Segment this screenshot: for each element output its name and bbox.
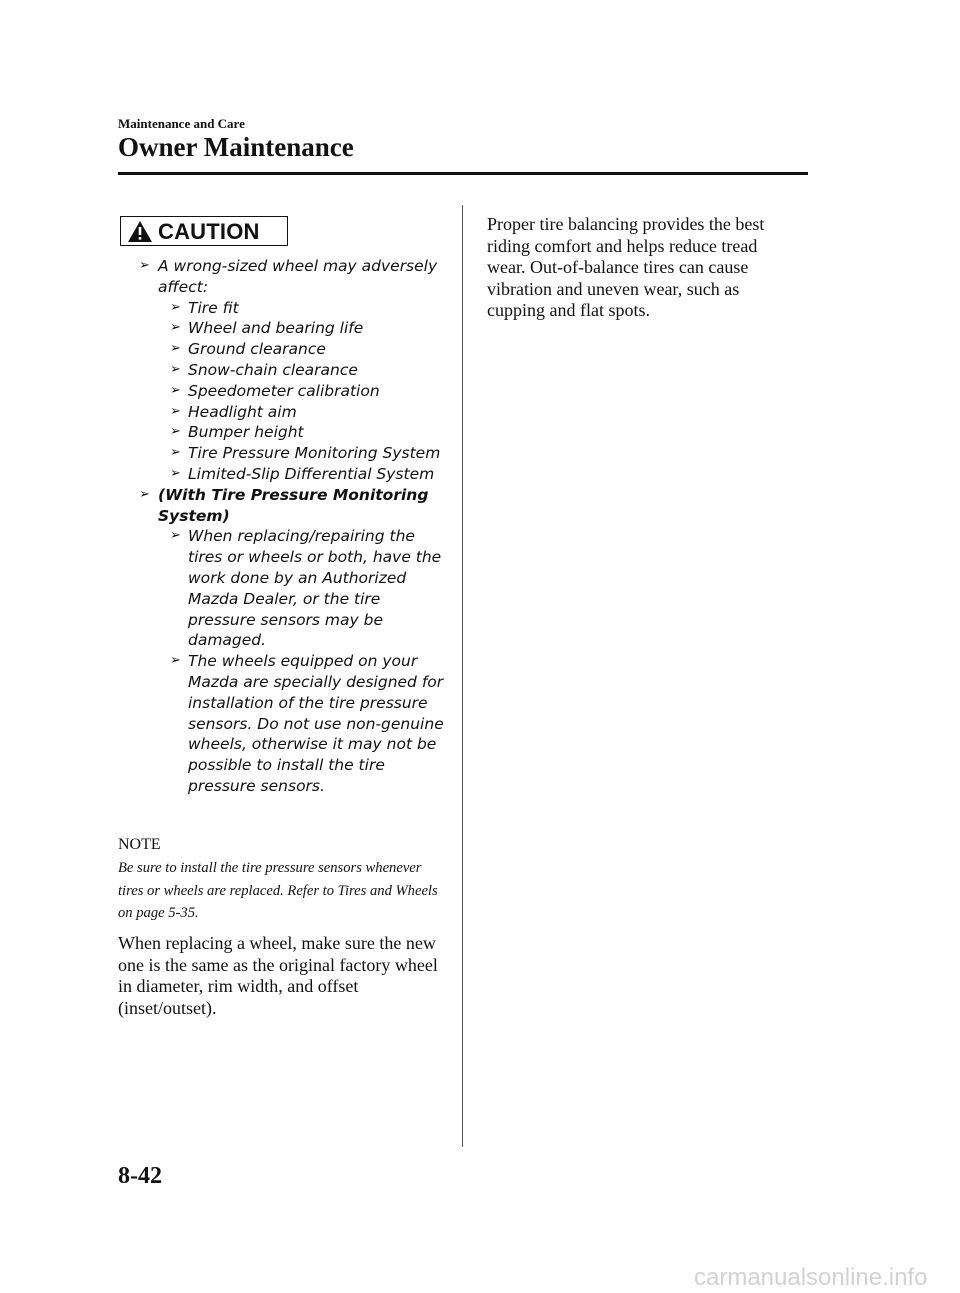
arrow-bullet-icon: ➢ xyxy=(170,361,181,377)
wheel-replacement-paragraph: When replacing a wheel, make sure the new one is the same as the original factory wheel in diameter, rim width, and offset (inset/outset). xyxy=(118,933,438,1018)
caution-subitem-text: Tire Pressure Monitoring System xyxy=(188,444,441,463)
note-body: Be sure to install the tire pressure sensors whenever tires or wheels are replaced. Refer to Tires and Wheels on page 5-35. xyxy=(118,860,438,921)
caution-subitem xyxy=(118,422,448,443)
caution-subitem xyxy=(118,298,448,319)
caution-banner xyxy=(120,216,288,246)
caution-subitem xyxy=(118,318,448,339)
arrow-bullet-icon: ➢ xyxy=(170,465,181,481)
header-rule xyxy=(118,172,808,175)
caution-subitem-text: Ground clearance xyxy=(188,340,326,359)
arrow-bullet-icon: ➢ xyxy=(170,528,181,544)
arrow-bullet-icon: ➢ xyxy=(139,486,150,502)
caution-subitem xyxy=(118,339,448,360)
caution-subitem-text: Headlight aim xyxy=(188,402,297,421)
note-heading: NOTE xyxy=(118,836,161,853)
column-divider xyxy=(462,205,463,1147)
page-title: Owner Maintenance xyxy=(118,132,354,162)
caution-item xyxy=(118,485,448,527)
caution-subitem-text: Speedometer calibration xyxy=(188,381,380,400)
caution-subitem-text: Snow-chain clearance xyxy=(188,360,358,379)
arrow-bullet-icon: ➢ xyxy=(170,299,181,315)
arrow-bullet-icon: ➢ xyxy=(170,320,181,336)
caution-subitem xyxy=(118,360,448,381)
arrow-bullet-icon: ➢ xyxy=(139,258,150,273)
tire-balancing-paragraph: Proper tire balancing provides the best riding comfort and helps reduce tread wear. Out-of-balance tires can cause vibration and uneven wear, such as cupping and flat spots. xyxy=(487,214,765,320)
caution-label: CAUTION xyxy=(158,219,260,244)
caution-subitem-text: Limited-Slip Differential System xyxy=(188,464,435,483)
page-number: 8-42 xyxy=(118,1163,162,1189)
caution-item-text: (With Tire Pressure Monitoring System) xyxy=(158,485,429,525)
caution-subitem xyxy=(118,526,448,651)
arrow-bullet-icon: ➢ xyxy=(170,403,181,419)
arrow-bullet-icon: ➢ xyxy=(170,445,181,461)
arrow-bullet-icon: ➢ xyxy=(170,653,181,669)
caution-subitem-text: The wheels equipped on your Mazda are specially designed for installation of the tire pressure sensors. Do not use non-genuine wheels, otherwise it may not be possible to install the tire pressure sensors. xyxy=(188,652,444,795)
caution-list xyxy=(118,256,448,797)
warning-triangle-icon xyxy=(127,220,153,243)
caution-item xyxy=(118,256,448,298)
caution-subitem xyxy=(118,651,448,797)
arrow-bullet-icon: ➢ xyxy=(170,341,181,357)
caution-item-text: A wrong-sized wheel may adversely affect: xyxy=(158,257,438,296)
caution-subitem xyxy=(118,443,448,464)
arrow-bullet-icon: ➢ xyxy=(170,382,181,398)
caution-subitem-text: When replacing/repairing the tires or wheels or both, have the work done by an Authorized Mazda Dealer, or the tire pressure sensors may be damaged. xyxy=(188,527,442,650)
caution-subitem-text: Wheel and bearing life xyxy=(188,319,364,338)
caution-subitem xyxy=(118,381,448,402)
caution-subitem xyxy=(118,402,448,423)
caution-subitem-text: Bumper height xyxy=(188,423,304,442)
caution-subitem xyxy=(118,464,448,485)
watermark: carmanualsonline.info xyxy=(694,1264,928,1291)
section-label: Maintenance and Care xyxy=(118,116,245,131)
arrow-bullet-icon: ➢ xyxy=(170,424,181,440)
caution-subitem-text: Tire fit xyxy=(188,298,239,317)
